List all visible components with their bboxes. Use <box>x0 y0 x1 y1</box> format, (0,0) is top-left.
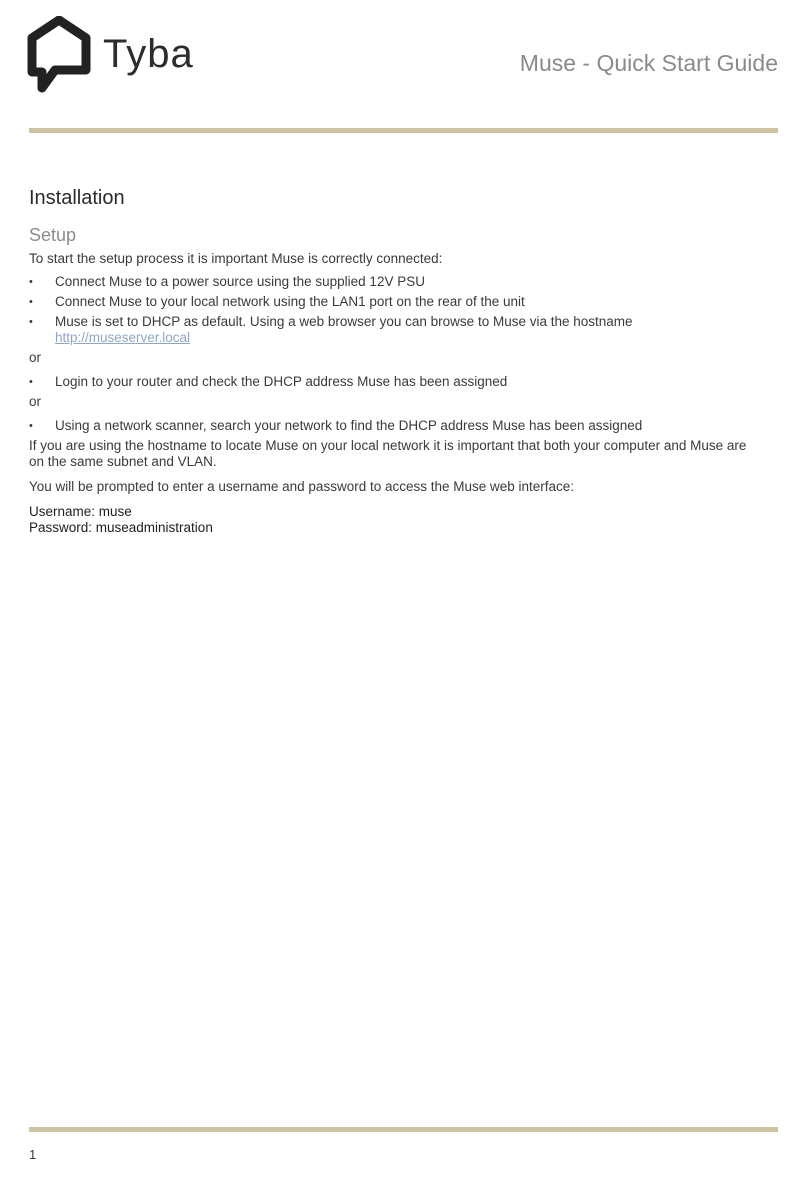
list-item: • Login to your router and check the DHCP address Muse has been assigned <box>29 374 749 390</box>
document-title: Muse - Quick Start Guide <box>519 50 778 76</box>
router-option-list <box>29 374 749 390</box>
main-content <box>29 184 749 536</box>
username-line: Username: muse <box>29 504 132 519</box>
scanner-option-list <box>29 418 749 434</box>
connection-steps-list <box>29 274 749 346</box>
dhcp-text: Muse is set to DHCP as default. Using a web browser you can browse to Muse via the hostname <box>55 314 633 329</box>
or-separator: or <box>29 394 42 409</box>
home-chat-logo-icon <box>27 16 91 96</box>
subnet-note: If you are using the hostname to locate Muse on your local network it is important that both your computer and Muse are on the same subnet and VLAN. <box>29 438 747 469</box>
list-item: • Using a network scanner, search your network to find the DHCP address Muse has been assigned <box>29 418 749 434</box>
brand-name: Tyba <box>103 32 194 76</box>
section-subheading: Setup <box>29 225 77 245</box>
tyba-logo <box>27 16 194 96</box>
intro-text: To start the setup process it is important Muse is correctly connected: <box>29 251 443 266</box>
login-prompt: You will be prompted to enter a username and password to access the Muse web interface: <box>29 479 575 494</box>
section-heading: Installation <box>29 187 125 209</box>
list-item-dhcp <box>29 314 749 346</box>
footer-divider <box>29 1127 778 1132</box>
or-separator: or <box>29 350 42 365</box>
page-number: 1 <box>29 1147 37 1162</box>
list-item: • Connect Muse to a power source using the supplied 12V PSU <box>29 274 749 290</box>
password-line: Password: museadministration <box>29 520 213 535</box>
credentials <box>29 504 749 536</box>
header-divider <box>29 128 778 133</box>
hostname-link[interactable]: http://museserver.local <box>55 330 191 345</box>
list-item: • Connect Muse to your local network using the LAN1 port on the rear of the unit <box>29 294 749 310</box>
